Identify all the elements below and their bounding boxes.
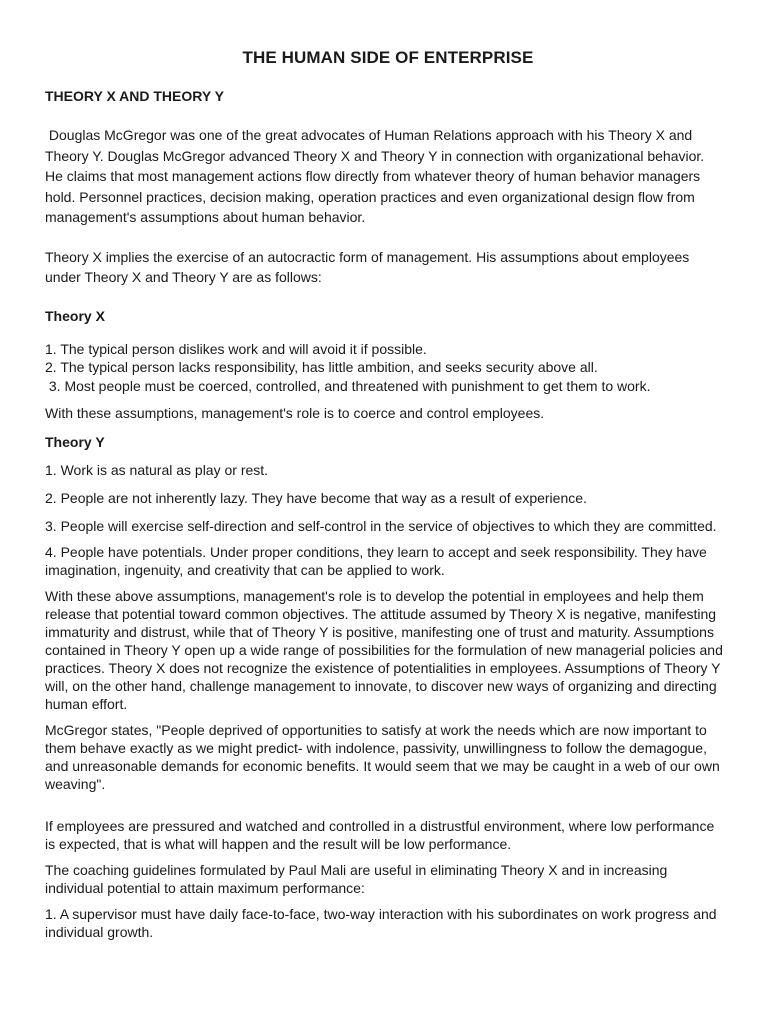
theory-x-item: 1. The typical person dislikes work and will avoid it if possible.	[45, 340, 427, 357]
coaching-item: 1. A supervisor must have daily face-to-face, two-way interaction with his subordinates on work progress and individual growth.	[45, 905, 717, 940]
theory-y-item: 2. People are not inherently lazy. They have become that way as a result of experience.	[45, 490, 587, 506]
theory-y-item: 1. Work is as natural as play or rest.	[45, 461, 269, 478]
theory-y-conclusion: With these above assumptions, management's role is to develop the potential in employees and help them release that potential toward common objectives. The attitude assumed by Theory X is negative, manifesting immaturity and distrust, while that of Theory Y is positive, manifesting one of trust and maturity. Assumptions contained in Theory Y open up a wide range of possibilities for the formulation of new managerial policies and practices. Theory X does not recognize the existence of potentialities in employees. Assumptions of Theory Y will, on the other hand, challenge management to innovate, to discover new ways of organizing and directing human effort.	[45, 587, 723, 712]
theory-y-heading: Theory Y	[45, 433, 105, 450]
theory-x-item: 3. Most people must be coerced, controlled, and threatened with punishment to get them to work.	[45, 377, 651, 394]
theory-x-conclusion: With these assumptions, management's role is to coerce and control employees.	[45, 405, 545, 421]
document-title: THE HUMAN SIDE OF ENTERPRISE	[242, 48, 534, 67]
theory-y-item: 4. People have potentials. Under proper conditions, they learn to accept and seek responsibility. They have imagination, ingenuity, and creativity that can be applied to work.	[45, 543, 707, 578]
theory-x-heading: Theory X	[45, 307, 105, 324]
theory-x-item: 2. The typical person lacks responsibility, has little ambition, and seeks security above all.	[45, 359, 598, 375]
intro-paragraph: Douglas McGregor was one of the great advocates of Human Relations approach with his Theory X and Theory Y. Douglas McGregor advanced Theory X and Theory Y in connection with organizational behavior. He claims that most management actions flow directly from whatever theory of human behavior managers hold. Personnel practices, decision making, operation practices and even organizational design flow from management's assumptions about human behavior.	[45, 127, 709, 225]
theory-x-list	[45, 340, 725, 396]
mcgregor-quote-paragraph: McGregor states, "People deprived of opportunities to satisfy at work the needs which are now important to them behave exactly as we might predict- with indolence, passivity, unwillingness to follow the demagogue, and unreasonable demands for economic benefits. It would seem that we may be caught in a web of our own weaving".	[45, 721, 720, 792]
theory-y-item: 3. People will exercise self-direction and self-control in the service of objectives to which they are committed.	[45, 517, 717, 534]
coaching-intro-paragraph: The coaching guidelines formulated by Paul Mali are useful in eliminating Theory X and in increasing individual potential to attain maximum performance:	[45, 861, 668, 896]
document-page	[45, 48, 725, 941]
pressure-paragraph: If employees are pressured and watched and controlled in a distrustful environment, where low performance is expected, that is what will happen and the result will be low performance.	[45, 817, 715, 852]
theory-x-intro-paragraph: Theory X implies the exercise of an autocractic form of management. His assumptions about employees under Theory X and Theory Y are as follows:	[45, 248, 690, 285]
document-subtitle: THEORY X AND THEORY Y	[45, 88, 224, 104]
